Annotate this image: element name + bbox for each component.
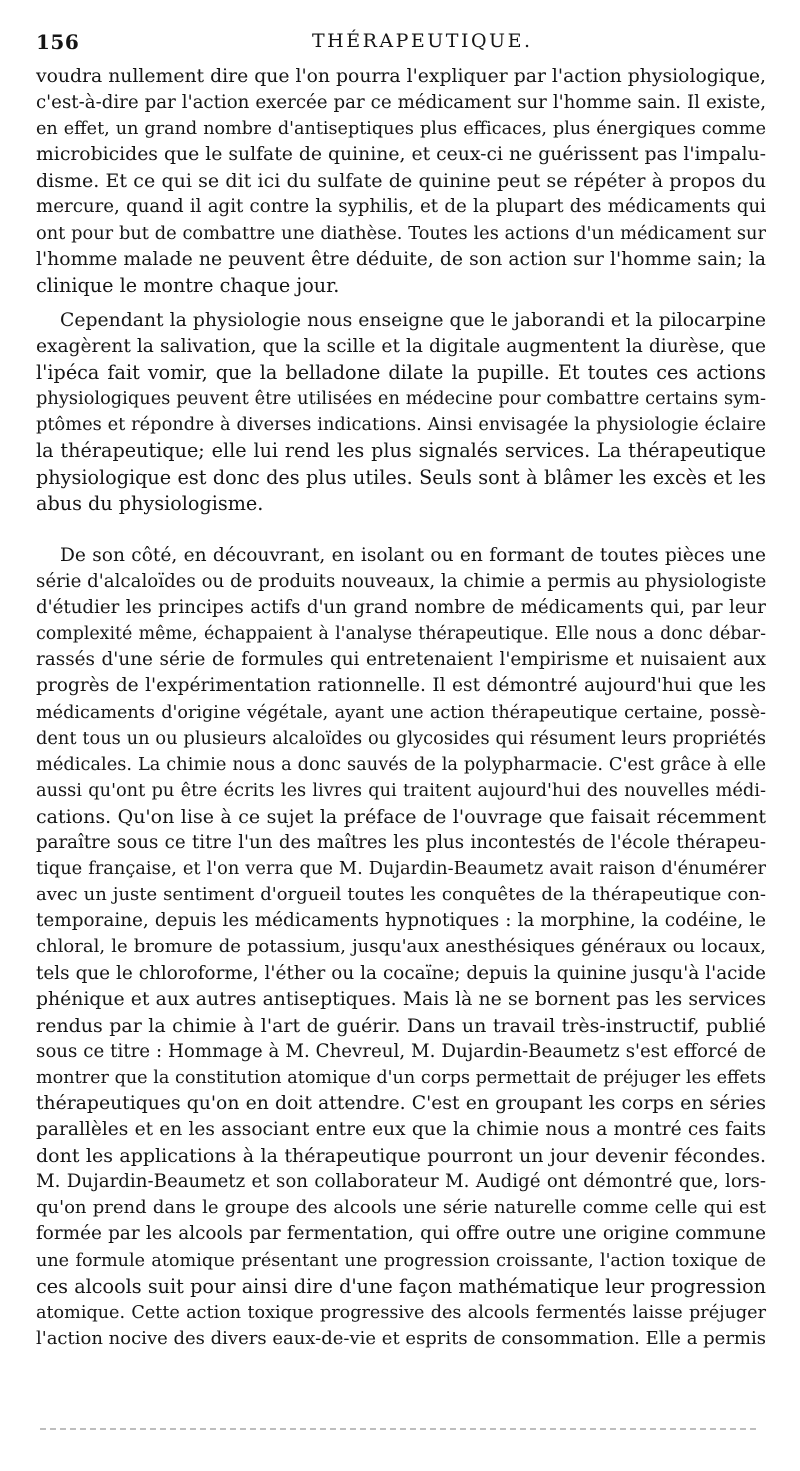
text-line: rendus par la chimie à l'art de guérir. Dans un travail très-instructif, publié — [36, 1014, 766, 1037]
text-line: microbicides que le sulfate de quinine, et ceux-ci ne guérissent pas l'impalu- — [36, 144, 766, 166]
text-line: complexité même, échappaient à l'analyse thérapeutique. Elle nous a donc débar- — [36, 624, 766, 645]
running-head: THÉRAPEUTIQUE. — [312, 30, 533, 52]
text-line: chloral, le bromure de potassium, jusqu'aux anesthésiques généraux ou locaux, — [36, 936, 766, 958]
text-line: Cependant la physiologie nous enseigne que le jaborandi et la pilocarpine — [60, 310, 766, 331]
text-line: De son côté, en découvrant, en isolant ou en formant de toutes pièces une — [60, 545, 766, 566]
paragraph-3 — [36, 543, 766, 1352]
text-line: temporaine, depuis les médicaments hypnotiques : la morphine, la codéine, le — [36, 910, 766, 932]
text-line: sous ce titre : Hommage à M. Chevreul, M. Dujardin-Beaumetz s'est efforcé de — [36, 1040, 766, 1062]
text-line: l'action nocive des divers eaux-de-vie et esprits de consommation. Elle a permis — [36, 1327, 766, 1349]
text-line: voudra nullement dire que l'on pourra l'expliquer par l'action physiologique, — [36, 66, 766, 87]
text-line: l'ipéca fait vomir, que la belladone dilate la pupille. Et toutes ces actions — [36, 361, 766, 385]
text-line: paraître sous ce titre l'un des maîtres les plus incontestés de l'école thérapeu- — [36, 832, 766, 854]
text-line: c'est-à-dire par l'action exercée par ce médicament sur l'homme sain. Il existe, — [36, 92, 766, 114]
text-line: qu'on prend dans le groupe des alcools une série naturelle comme celle qui est — [36, 1197, 766, 1219]
text-line: thérapeutiques qu'on en doit attendre. C'est en groupant les corps en séries — [36, 1092, 766, 1114]
text-line: montrer que la constitution atomique d'un corps permettait de préjuger les effets — [36, 1067, 766, 1088]
text-line: ont pour but de combattre une diathèse. Toutes les actions d'un médicament sur — [36, 222, 766, 244]
text-line: ptômes et répondre à diverses indications. Ainsi envisagée la physiologie éclaire — [36, 414, 766, 436]
text-line: la thérapeutique; elle lui rend les plus signalés services. La thérapeutique — [36, 439, 766, 463]
text-line: en effet, un grand nombre d'antiseptiques plus efficaces, plus énergiques comme — [36, 119, 766, 140]
page-number: 156 — [36, 30, 80, 54]
text-line: physiologiques peuvent être utilisées en médecine pour combattre certains sym- — [36, 388, 766, 410]
page-header — [36, 30, 766, 60]
text-line: ces alcools suit pour ainsi dire d'une façon mathématique leur progression — [36, 1274, 766, 1298]
paragraph-1 — [36, 64, 766, 299]
text-line: avec un juste sentiment d'orgueil toutes les conquêtes de la thérapeutique con- — [36, 884, 766, 906]
text-line: disme. Et ce qui se dit ici du sulfate de quinine peut se répéter à propos du — [36, 170, 766, 193]
text-line: progrès de l'expérimentation rationnelle. Il est démontré aujourd'hui que les — [36, 675, 766, 697]
text-line: M. Dujardin-Beaumetz et son collaborateur M. Audigé ont démontré que, lors- — [36, 1171, 766, 1193]
text-line: atomique. Cette action toxique progressive des alcools fermentés laisse préjuger — [36, 1302, 766, 1323]
text-line: dent tous un ou plusieurs alcaloïdes ou glycosides qui résument leurs propriétés — [36, 727, 766, 749]
text-line: parallèles et en les associant entre eux que la chimie nous a montré ces faits — [36, 1119, 766, 1141]
text-line: dont les applications à la thérapeutique pourront un jour devenir fécondes. — [36, 1145, 766, 1168]
page-bottom-rule — [40, 1428, 756, 1430]
text-line: exagèrent la salivation, que la scille et la digitale augmentent la diurèse, que — [36, 336, 766, 358]
text-line: physiologique est donc des plus utiles. Seuls sont à blâmer les excès et les — [36, 465, 766, 489]
text-line: une formule atomique présentant une progression croissante, l'action toxique de — [36, 1250, 766, 1271]
paragraph-2 — [36, 308, 766, 517]
text-line: tels que le chloroforme, l'éther ou la cocaïne; depuis la quinine jusqu'à l'acide — [36, 962, 766, 984]
text-line: aussi qu'ont pu être écrits les livres qui traitent aujourd'hui des nouvelles médi- — [36, 779, 766, 801]
text-line: phénique et aux autres antiseptiques. Mais là ne se bornent pas les services — [36, 988, 766, 1010]
text-line: médicaments d'origine végétale, ayant une action thérapeutique certaine, possè- — [36, 702, 766, 723]
text-line: mercure, quand il agit contre la syphilis, et de la plupart des médicaments qui — [36, 196, 766, 218]
text-line: médicales. La chimie nous a donc sauvés de la polypharmacie. C'est grâce à elle — [36, 753, 766, 775]
text-line: cations. Qu'on lise à ce sujet la préface de l'ouvrage que faisait récemment — [36, 805, 766, 828]
text-line: tique française, et l'on verra que M. Dujardin-Beaumetz avait raison d'énumérer — [36, 858, 766, 880]
text-line: rassés d'une série de formules qui entretenaient l'empirisme et nuisaient aux — [36, 649, 766, 671]
text-line: l'homme malade ne peuvent être déduite, de son action sur l'homme sain; la — [36, 248, 766, 270]
text-line: d'étudier les principes actifs d'un grand nombre de médicaments qui, par leur — [36, 597, 766, 619]
text-line: clinique le montre chaque jour. — [36, 273, 340, 297]
text-line: abus du physiologisme. — [36, 491, 264, 515]
text-line: série d'alcaloïdes ou de produits nouveaux, la chimie a permis au physiologiste — [36, 571, 767, 593]
text-line: formée par les alcools par fermentation, qui offre outre une origine commune — [36, 1223, 766, 1245]
